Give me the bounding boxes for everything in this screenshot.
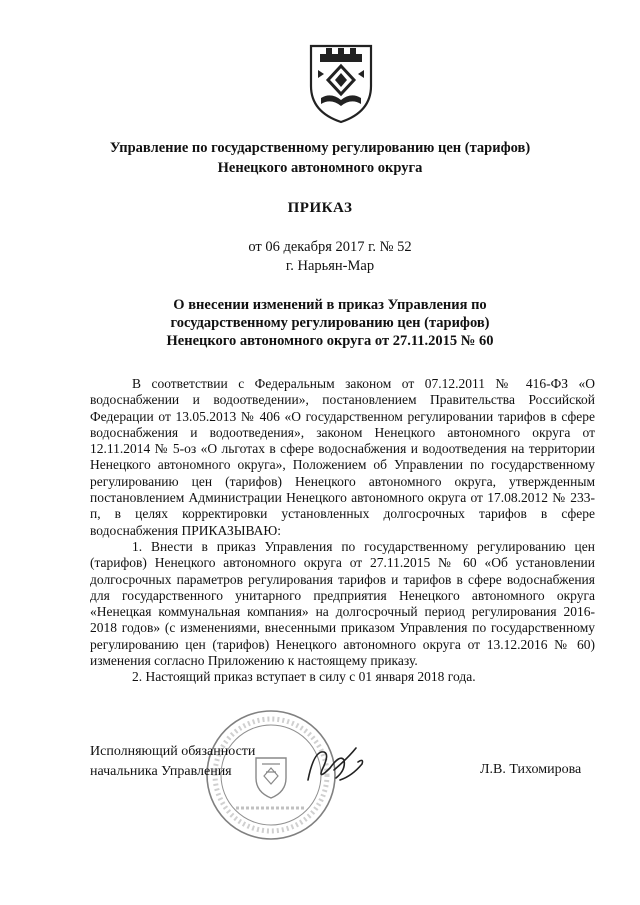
document-subject-line1: О внесении изменений в приказ Управления по (173, 297, 487, 313)
document-city: г. Нарьян-Мар (285, 258, 375, 274)
document-body (90, 376, 595, 686)
handwritten-signature-icon (300, 740, 370, 790)
document-date-number: от 06 декабря 2017 г. № 52 (248, 239, 412, 255)
document-type-title: ПРИКАЗ (287, 200, 353, 216)
document-subject-line3: Ненецкого автономного округа от 27.11.2015 № 60 (166, 333, 494, 349)
organization-name-line1: Управление по государственному регулированию цен (тарифов) (109, 140, 531, 156)
organization-name-line2: Ненецкого автономного округа (217, 160, 423, 176)
signatory-position-line2: начальника Управления (90, 764, 232, 779)
body-paragraph-item-1: 1. Внести в приказ Управления по государственному регулированию цен (тарифов) Ненецкого автономного округа от 27.11.2015 № 60 «Об установлении долгосрочных параметров регулирования тарифов и тарифов в сфере водоснабжения для государственного унитарного предприятия Ненецкого автономного округа «Ненецкая коммунальная компания» на долгосрочный период регулирования 2016-2018 годов» (с изменениями, внесенными приказом Управления по государственному регулированию цен (тарифов) Ненецкого автономного округа от 13.12.2016 № 60) изменения согласно Приложению к настоящему приказу. (90, 538, 595, 669)
signatory-position (90, 742, 255, 782)
signatory-position-line1: Исполняющий обязанности (90, 744, 256, 759)
nenets-coat-of-arms-icon (306, 40, 376, 126)
document-subject-line2: государственному регулированию цен (тарифов) (170, 315, 490, 331)
body-paragraph-item-2: 2. Настоящий приказ вступает в силу с 01 января 2018 года. (132, 669, 476, 685)
signatory-name: Л.В. Тихомирова (480, 762, 582, 777)
body-paragraph-preamble: В соответствии с Федеральным законом от 07.12.2011 № 416-ФЗ «О водоснабжении и водоотведении», постановлением Правительства Российской Федерации от 13.05.2013 № 406 «О государственном регулировании тарифов в сфере водоснабжения и водоотведения», законом Ненецкого автономного округа от 12.11.2014 № 5-оз «О льготах в сфере водоснабжения и водоотведения на территории Ненецкого автономного округа», Положением об Управлении по государственному регулированию цен (тарифов) Ненецкого автономного округа, утвержденным постановлением Администрации Ненецкого автономного округа от 17.08.2012 № 233-п, в целях корректировки установленных долгосрочных тарифов в сфере водоснабжения ПРИКАЗЫВАЮ: (90, 376, 595, 538)
